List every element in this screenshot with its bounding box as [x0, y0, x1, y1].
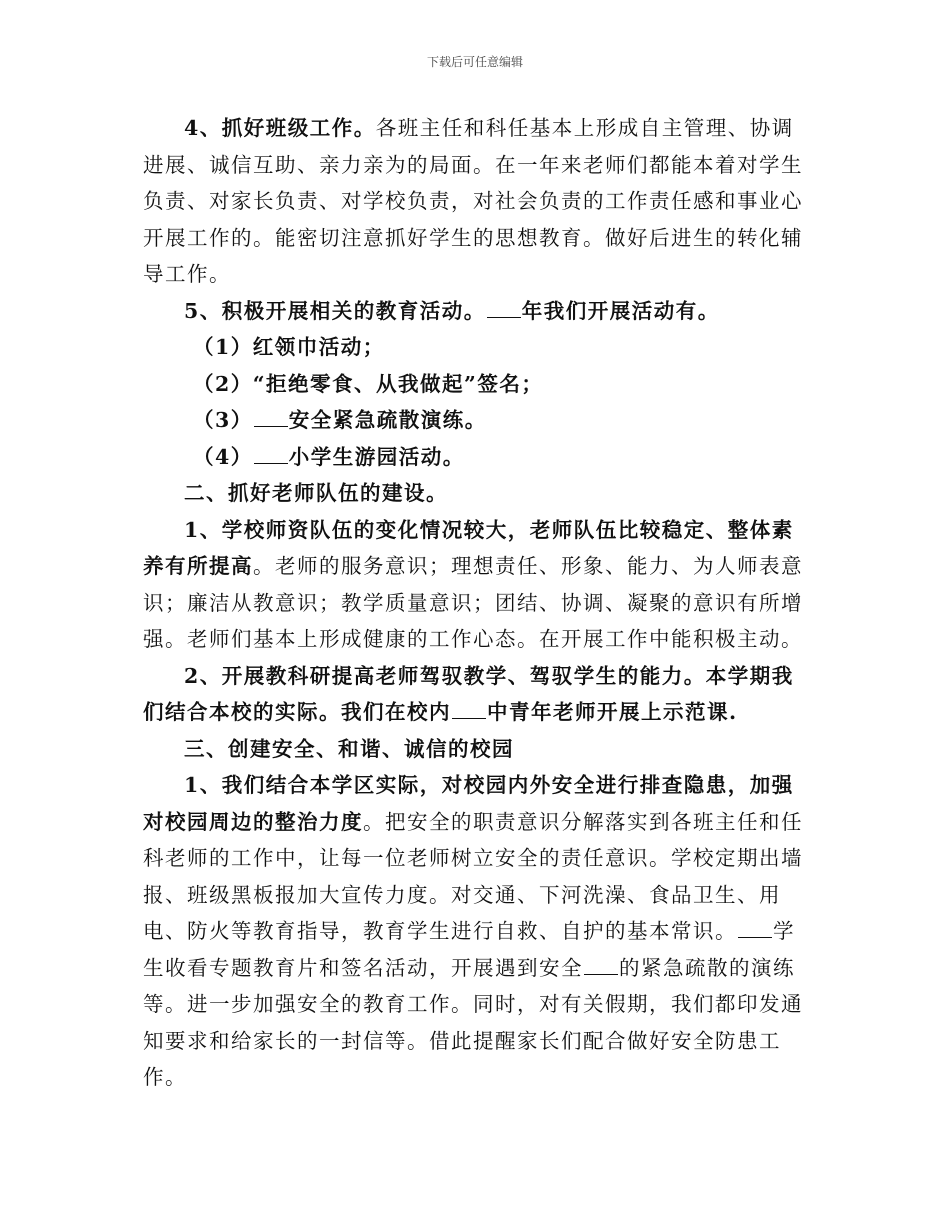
blank-line — [738, 923, 772, 938]
blank-line — [452, 704, 486, 719]
list-item — [143, 402, 815, 439]
page-header: 下载后可任意编辑 — [426, 55, 523, 69]
paragraph-staff — [143, 512, 815, 658]
section-heading: 二、抓好老师队伍的建设。 — [184, 481, 448, 505]
paragraph-text: 各班主任和科任基本上形成自主管理、协调进展、诚信互助、亲力亲为的局面。在一年来老师们都能本着对学生负责、对家长负责、对学校负责，对社会负责的工作责任感和事业心开展工作的。能密切注意抓好学生的思想教育。做好后进生的转化辅导工作。 — [143, 116, 803, 286]
list-item-text: 安全紧急疏散演练。 — [288, 408, 487, 432]
paragraph-activities — [143, 293, 815, 330]
blank-line — [584, 960, 618, 975]
paragraph-text: 学生收看专题教育片和签名活动，开展遇到安全 — [143, 919, 795, 980]
paragraph-text: 2、开展教科研提高老师驾驭教学、驾驭学生的能力。本学期我们结合本校的实际。我们在校内 — [143, 663, 794, 724]
list-item-number: （3） — [193, 408, 253, 432]
list-item-number: （4） — [193, 444, 253, 469]
list-item — [143, 439, 815, 476]
blank-line — [254, 412, 288, 427]
list-item: （1）红领巾活动； — [193, 335, 385, 359]
paragraph-heading: 1、学校师资队伍的变化情况较大，老师队伍比较稳定、整体素养有所提高 — [143, 517, 794, 578]
list-item: （2）“拒绝零食、从我做起”签名； — [193, 371, 544, 396]
blank-line — [254, 449, 288, 464]
paragraph-safety — [143, 767, 815, 1096]
paragraph-heading-tail: 年我们开展活动有。 — [521, 298, 720, 323]
paragraph-text-tail: 中青年老师开展上示范课. — [487, 700, 738, 724]
document-body — [143, 110, 815, 1096]
paragraph-heading: 5、积极开展相关的教育活动。 — [184, 298, 486, 323]
section-heading: 三、创建安全、和谐、诚信的校园 — [184, 736, 514, 761]
paragraph-text: 的紧急疏散的演练等。进一步加强安全的教育工作。同时，对有关假期，我们都印发通知要求和给家长的一封信等。借此提醒家长们配合做好安全防患工作。 — [143, 955, 803, 1089]
list-item-text: 小学生游园活动。 — [288, 444, 465, 469]
paragraph-text: 。老师的服务意识；理想责任、形象、能力、为人师表意识；廉洁从教意识；教学质量意识；团结、协调、凝聚的意识有所增强。老师们基本上形成健康的工作心态。在开展工作中能积极主动。 — [143, 554, 803, 651]
paragraph-text: 。把安全的职责意识分解落实到各班主任和任科老师的工作中，让每一位老师树立安全的责任意识。学校定期出墙报、班级黑板报加大宣传力度。对交通、下河洗澡、食品卫生、用电、防火等教育指导，教育学生进行自救、自护的基本常识。 — [143, 809, 803, 943]
paragraph-heading: 4、抓好班级工作。 — [184, 116, 376, 140]
paragraph-research — [143, 658, 815, 731]
blank-line — [487, 303, 521, 318]
paragraph-heading: 1、我们结合本学区实际，对校园内外安全进行排查隐患，加强对校园周边的整治力度 — [143, 773, 794, 834]
paragraph-class-work — [143, 110, 815, 293]
